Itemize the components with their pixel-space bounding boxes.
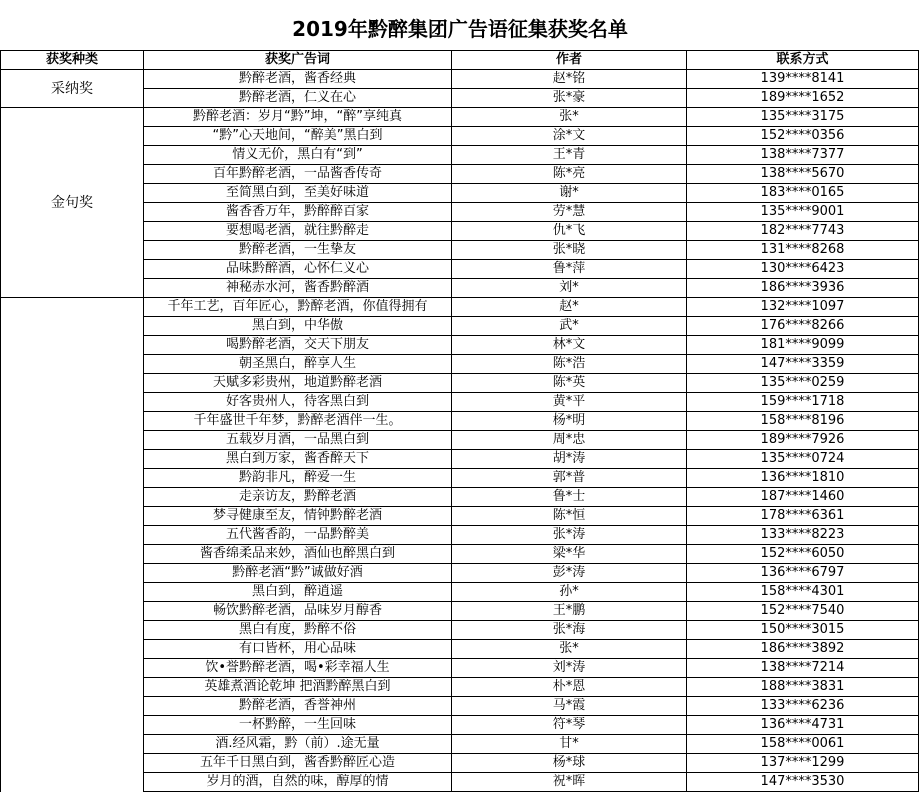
slogan-cell: 畅饮黔醉老酒，品味岁月醇香	[144, 602, 452, 621]
slogan-cell: 天赋多彩贵州，地道黔醉老酒	[144, 374, 452, 393]
contact-cell: 158****0061	[687, 735, 919, 754]
author-cell: 劳*慧	[452, 203, 687, 222]
contact-cell: 189****7926	[687, 431, 919, 450]
slogan-cell: “黔”心天地间，“醉美”黑白到	[144, 127, 452, 146]
slogan-cell: 黔醉老酒，香誉神州	[144, 697, 452, 716]
author-cell: 王*鹏	[452, 602, 687, 621]
slogan-cell: 黔醉老酒，酱香经典	[144, 70, 452, 89]
contact-cell: 178****6361	[687, 507, 919, 526]
author-cell: 陈*亮	[452, 165, 687, 184]
contact-cell: 138****5670	[687, 165, 919, 184]
author-cell: 祝*晖	[452, 773, 687, 792]
header-author: 作者	[452, 51, 687, 70]
author-cell: 朴*恩	[452, 678, 687, 697]
author-cell: 陈*浩	[452, 355, 687, 374]
author-cell: 胡*涛	[452, 450, 687, 469]
contact-cell: 183****0165	[687, 184, 919, 203]
contact-cell: 186****3892	[687, 640, 919, 659]
author-cell: 符*琴	[452, 716, 687, 735]
slogan-cell: 品味黔醉酒，心怀仁义心	[144, 260, 452, 279]
contact-cell: 182****7743	[687, 222, 919, 241]
contact-cell: 136****1810	[687, 469, 919, 488]
header-row	[1, 51, 919, 70]
author-cell: 马*霞	[452, 697, 687, 716]
author-cell: 郭*普	[452, 469, 687, 488]
slogan-cell: 有口皆杯，用心品味	[144, 640, 452, 659]
author-cell: 鲁*萍	[452, 260, 687, 279]
contact-cell: 181****9099	[687, 336, 919, 355]
author-cell: 赵*	[452, 298, 687, 317]
author-cell: 陈*恒	[452, 507, 687, 526]
contact-cell: 138****7377	[687, 146, 919, 165]
author-cell: 王*青	[452, 146, 687, 165]
contact-cell: 158****4301	[687, 583, 919, 602]
slogan-cell: 五载岁月酒，一品黑白到	[144, 431, 452, 450]
author-cell: 陈*英	[452, 374, 687, 393]
contact-cell: 138****7214	[687, 659, 919, 678]
contact-cell: 139****8141	[687, 70, 919, 89]
contact-cell: 135****0259	[687, 374, 919, 393]
slogan-cell: 至简黑白到，至美好味道	[144, 184, 452, 203]
contact-cell: 188****3831	[687, 678, 919, 697]
contact-cell: 152****6050	[687, 545, 919, 564]
slogan-cell: 黑白有度，黔醉不俗	[144, 621, 452, 640]
slogan-cell: 朝圣黑白，醉享人生	[144, 355, 452, 374]
slogan-cell: 梦寻健康至友，情钟黔醉老酒	[144, 507, 452, 526]
author-cell: 黄*平	[452, 393, 687, 412]
contact-cell: 131****8268	[687, 241, 919, 260]
contact-cell: 130****6423	[687, 260, 919, 279]
slogan-cell: 黔醉老酒：岁月“黔”坤，“醉”享纯真	[144, 108, 452, 127]
slogan-cell: 五代酱香韵，一品黔醉美	[144, 526, 452, 545]
contact-cell: 187****1460	[687, 488, 919, 507]
award-category-cell	[1, 298, 144, 792]
slogan-cell: 黑白到，中华傲	[144, 317, 452, 336]
contact-cell: 186****3936	[687, 279, 919, 298]
contact-cell: 137****1299	[687, 754, 919, 773]
header-contact: 联系方式	[687, 51, 919, 70]
award-category-cell: 采纳奖	[1, 70, 144, 108]
author-cell: 彭*涛	[452, 564, 687, 583]
slogan-cell: 英雄煮酒论乾坤 把酒黔醉黑白到	[144, 678, 452, 697]
slogan-cell: 千年工艺，百年匠心，黔醉老酒，你值得拥有	[144, 298, 452, 317]
contact-cell: 158****8196	[687, 412, 919, 431]
author-cell: 张*	[452, 640, 687, 659]
slogan-cell: 黑白到万家，酱香醉天下	[144, 450, 452, 469]
contact-cell: 136****4731	[687, 716, 919, 735]
table-row	[1, 298, 919, 317]
slogan-cell: 千年盛世千年梦，黔醉老酒伴一生。	[144, 412, 452, 431]
slogan-cell: 黑白到，醉逍遥	[144, 583, 452, 602]
contact-cell: 189****1652	[687, 89, 919, 108]
author-cell: 鲁*士	[452, 488, 687, 507]
slogan-cell: 要想喝老酒，就往黔醉走	[144, 222, 452, 241]
slogan-cell: 岁月的酒，自然的味，醇厚的情	[144, 773, 452, 792]
table-row	[1, 70, 919, 89]
slogan-cell: 黔韵非凡，醉爱一生	[144, 469, 452, 488]
slogan-cell: 走亲访友，黔醉老酒	[144, 488, 452, 507]
slogan-cell: 百年黔醉老酒，一品酱香传奇	[144, 165, 452, 184]
contact-cell: 136****6797	[687, 564, 919, 583]
contact-cell: 135****3175	[687, 108, 919, 127]
author-cell: 仇*飞	[452, 222, 687, 241]
contact-cell: 135****0724	[687, 450, 919, 469]
slogan-cell: 情义无价，黑白有“到”	[144, 146, 452, 165]
slogan-cell: 神秘赤水河，酱香黔醉酒	[144, 279, 452, 298]
author-cell: 赵*铭	[452, 70, 687, 89]
slogan-cell: 黔醉老酒，一生挚友	[144, 241, 452, 260]
author-cell: 谢*	[452, 184, 687, 203]
author-cell: 林*文	[452, 336, 687, 355]
contact-cell: 152****7540	[687, 602, 919, 621]
slogan-cell: 酱香绵柔品来妙，酒仙也醉黑白到	[144, 545, 452, 564]
header-slogan: 获奖广告词	[144, 51, 452, 70]
author-cell: 周*忠	[452, 431, 687, 450]
author-cell: 杨*球	[452, 754, 687, 773]
sheet-title: 2019年黔醉集团广告语征集获奖名单	[292, 17, 628, 41]
slogan-cell: 一杯黔醉，一生回味	[144, 716, 452, 735]
author-cell: 孙*	[452, 583, 687, 602]
contact-cell: 147****3359	[687, 355, 919, 374]
slogan-cell: 酱香香万年，黔醉醉百家	[144, 203, 452, 222]
contact-cell: 132****1097	[687, 298, 919, 317]
author-cell: 杨*明	[452, 412, 687, 431]
slogan-cell: 饮•誉黔醉老酒，喝•彩幸福人生	[144, 659, 452, 678]
slogan-cell: 黔醉老酒“黔”诚做好酒	[144, 564, 452, 583]
slogan-cell: 好客贵州人，待客黑白到	[144, 393, 452, 412]
slogan-cell: 黔醉老酒，仁义在心	[144, 89, 452, 108]
slogan-cell: 喝黔醉老酒，交天下朋友	[144, 336, 452, 355]
slogan-cell: 酒.经风霜，黔（前）.途无量	[144, 735, 452, 754]
contact-cell: 135****9001	[687, 203, 919, 222]
author-cell: 武*	[452, 317, 687, 336]
author-cell: 梁*华	[452, 545, 687, 564]
header-category: 获奖种类	[1, 51, 144, 70]
contact-cell: 150****3015	[687, 621, 919, 640]
author-cell: 张*晓	[452, 241, 687, 260]
author-cell: 刘*涛	[452, 659, 687, 678]
author-cell: 张*	[452, 108, 687, 127]
award-category-cell: 金句奖	[1, 108, 144, 298]
contact-cell: 147****3530	[687, 773, 919, 792]
contact-cell: 159****1718	[687, 393, 919, 412]
author-cell: 甘*	[452, 735, 687, 754]
table-row	[1, 108, 919, 127]
author-cell: 刘*	[452, 279, 687, 298]
author-cell: 张*豪	[452, 89, 687, 108]
author-cell: 张*海	[452, 621, 687, 640]
author-cell: 涂*文	[452, 127, 687, 146]
award-table	[0, 50, 919, 792]
author-cell: 张*涛	[452, 526, 687, 545]
contact-cell: 152****0356	[687, 127, 919, 146]
contact-cell: 133****6236	[687, 697, 919, 716]
contact-cell: 176****8266	[687, 317, 919, 336]
contact-cell: 133****8223	[687, 526, 919, 545]
slogan-cell: 五年千日黑白到，酱香黔醉匠心造	[144, 754, 452, 773]
